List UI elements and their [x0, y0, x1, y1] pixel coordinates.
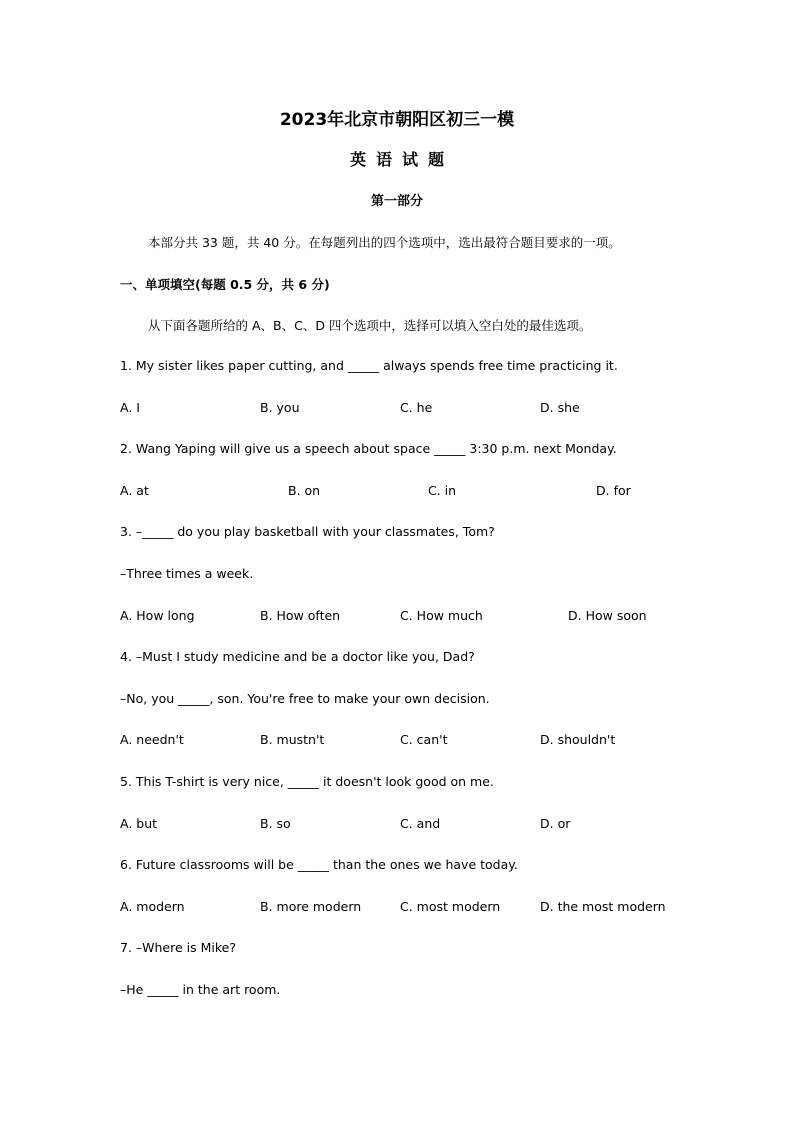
question-4-option-c: C. can't — [400, 732, 448, 747]
question-6-option-a: A. modern — [120, 899, 185, 914]
question-3-option-a: A. How long — [120, 608, 195, 623]
question-7-stem: 7. –Where is Mike? — [120, 940, 236, 955]
question-3-answer-line: –Three times a week. — [120, 566, 254, 581]
question-5-option-b: B. so — [260, 816, 291, 831]
question-1-option-a: A. I — [120, 400, 140, 415]
question-5-option-c: C. and — [400, 816, 441, 831]
section-title: 一、单项填空(每题 0.5 分，共 6 分) — [120, 277, 330, 292]
question-3-option-c: C. How much — [400, 608, 483, 623]
question-3-option-d: D. How soon — [568, 608, 647, 623]
question-3-option-b: B. How often — [260, 608, 341, 623]
question-2-stem: 2. Wang Yaping will give us a speech about space _____ 3:30 p.m. next Monday. — [120, 441, 617, 456]
part-title: 第一部分 — [370, 194, 423, 209]
question-6-stem: 6. Future classrooms will be _____ than the ones we have today. — [120, 857, 518, 872]
question-1-option-b: B. you — [260, 400, 300, 415]
exam-title: 2023年北京市朝阳区初三一模 — [279, 110, 515, 130]
question-2-option-c: C. in — [428, 483, 457, 498]
question-4-stem: 4. –Must I study medicine and be a doctor like you, Dad? — [120, 649, 475, 664]
question-7-answer-line: –He _____ in the art room. — [120, 982, 281, 997]
question-4-option-d: D. shouldn't — [540, 732, 616, 747]
question-2-option-b: B. on — [288, 483, 321, 498]
question-1-option-d: D. she — [540, 400, 580, 415]
question-1-stem: 1. My sister likes paper cutting, and _____ always spends free time practicing it. — [120, 358, 618, 373]
question-2-option-d: D. for — [596, 483, 631, 498]
question-4-option-b: B. mustn't — [260, 732, 325, 747]
question-5-option-a: A. but — [120, 816, 158, 831]
question-4-option-a: A. needn't — [120, 732, 184, 747]
question-1-option-c: C. he — [400, 400, 433, 415]
question-5-option-d: D. or — [540, 816, 571, 831]
question-5-stem: 5. This T-shirt is very nice, _____ it doesn't look good on me. — [120, 774, 494, 789]
question-3-stem: 3. –_____ do you play basketball with your classmates, Tom? — [120, 524, 495, 539]
question-6-option-c: C. most modern — [400, 899, 501, 914]
section-intro: 从下面各题所给的 A、B、C、D 四个选项中，选择可以填入空白处的最佳选项。 — [148, 318, 592, 333]
question-2-option-a: A. at — [120, 483, 149, 498]
part-intro: 本部分共 33 题，共 40 分。在每题列出的四个选项中，选出最符合题目要求的一项。 — [148, 235, 621, 250]
question-6-option-b: B. more modern — [260, 899, 362, 914]
question-6-option-d: D. the most modern — [540, 899, 666, 914]
question-4-answer-line: –No, you _____, son. You're free to make your own decision. — [120, 691, 490, 706]
exam-subtitle: 英语试题 — [349, 150, 454, 169]
